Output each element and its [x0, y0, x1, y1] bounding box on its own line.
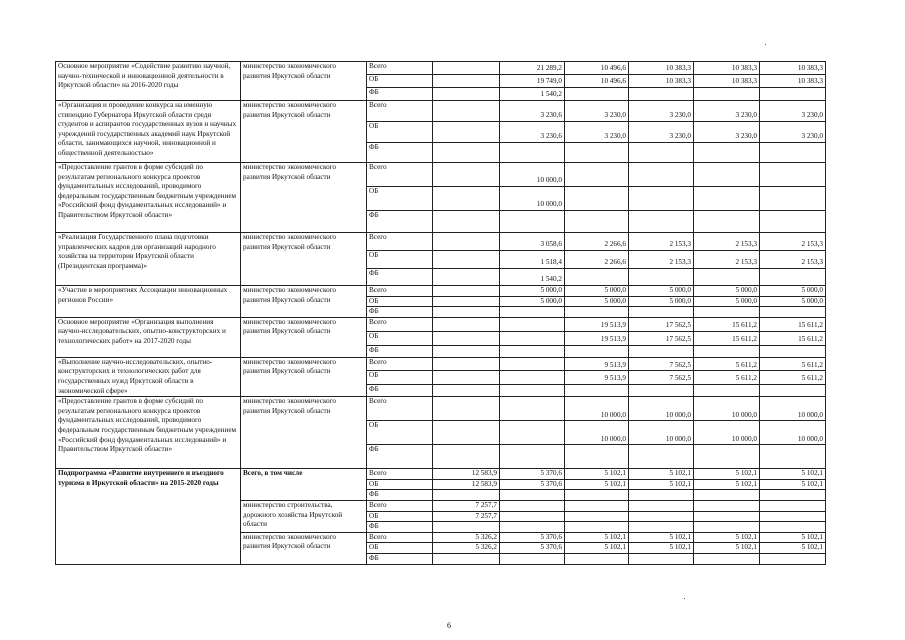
amount-cell: [433, 62, 500, 75]
amount-cell: 5 000,0: [694, 296, 760, 307]
amount-cell: [433, 233, 500, 251]
amount-cell: [629, 211, 694, 233]
funding-source-cell: Всего: [367, 233, 433, 251]
amount-cell: 10 383,3: [760, 75, 826, 88]
amount-cell: 5 102,1: [565, 479, 629, 490]
amount-cell: [565, 143, 629, 163]
activity-name-cell: Основное мероприятие «Содействие развитию научной, научно-технической и инновационной деятельности в Иркутской области» на 2016-2020 годы: [56, 62, 241, 101]
amount-cell: [565, 163, 629, 187]
amount-cell: 3 230,0: [760, 122, 826, 143]
amount-cell: [433, 211, 500, 233]
funding-source-cell: ОБ: [367, 479, 433, 490]
funding-source-cell: ФБ: [367, 345, 433, 357]
amount-cell: [500, 522, 565, 533]
amount-cell: 5 326,2: [433, 532, 500, 543]
amount-cell: [433, 101, 500, 122]
amount-cell: 10 000,0: [694, 397, 760, 421]
amount-cell: [629, 384, 694, 396]
executor-cell: министерство экономического развития Иркутской области: [241, 532, 367, 564]
amount-cell: [433, 357, 500, 370]
amount-cell: 7 257,7: [433, 500, 500, 511]
amount-cell: 10 496,6: [565, 62, 629, 75]
amount-cell: 5 000,0: [760, 286, 826, 297]
amount-cell: [565, 445, 629, 469]
amount-cell: 5 611,2: [694, 357, 760, 370]
amount-cell: 2 153,3: [760, 251, 826, 269]
amount-cell: [500, 511, 565, 522]
amount-cell: 17 562,5: [629, 317, 694, 331]
amount-cell: 10 000,0: [565, 421, 629, 445]
amount-cell: [500, 421, 565, 445]
amount-cell: [760, 500, 826, 511]
amount-cell: [760, 445, 826, 469]
executor-cell: министерство экономического развития Иркутской области: [241, 357, 367, 396]
amount-cell: 5 102,1: [629, 479, 694, 490]
amount-cell: [760, 187, 826, 211]
funding-source-cell: ОБ: [367, 122, 433, 143]
funding-source-cell: Всего: [367, 101, 433, 122]
amount-cell: 3 230,0: [694, 122, 760, 143]
funding-source-cell: ОБ: [367, 251, 433, 269]
table-row: [56, 163, 826, 187]
amount-cell: [565, 522, 629, 533]
amount-cell: [565, 384, 629, 396]
funding-source-cell: ФБ: [367, 143, 433, 163]
amount-cell: 5 000,0: [565, 286, 629, 297]
amount-cell: [500, 371, 565, 384]
table-row: [56, 233, 826, 251]
amount-cell: 7 562,5: [629, 371, 694, 384]
table-row: [56, 317, 826, 331]
amount-cell: [500, 143, 565, 163]
amount-cell: [694, 163, 760, 187]
funding-source-cell: ФБ: [367, 88, 433, 101]
activity-name-cell: Основное мероприятие «Организация выполнения научно-исследовательских, опытно-конструкторских и технологических работ» на 2017-2020 годы: [56, 317, 241, 357]
amount-cell: [565, 307, 629, 318]
funding-source-cell: ОБ: [367, 75, 433, 88]
amount-cell: 5 000,0: [565, 296, 629, 307]
amount-cell: 3 230,6: [500, 122, 565, 143]
amount-cell: 3 230,6: [500, 101, 565, 122]
amount-cell: 5 000,0: [500, 296, 565, 307]
amount-cell: [694, 445, 760, 469]
amount-cell: 1 540,2: [500, 269, 565, 286]
amount-cell: [629, 445, 694, 469]
amount-cell: 5 370,6: [500, 479, 565, 490]
amount-cell: 10 000,0: [500, 163, 565, 187]
table-row: [56, 286, 826, 297]
amount-cell: [433, 345, 500, 357]
activity-name-cell: «Организация и проведение конкурса на именную стипендию Губернатора Иркутской области среди студентов и аспирантов государственных вузов и научных учреждений государственных академий наук Иркутской области, занимающихся научной, инновационной и общественной деятельностью»: [56, 101, 241, 163]
amount-cell: 5 102,1: [694, 479, 760, 490]
amount-cell: 5 102,1: [629, 543, 694, 554]
amount-cell: [694, 143, 760, 163]
funding-source-cell: ФБ: [367, 307, 433, 318]
amount-cell: 5 102,1: [565, 543, 629, 554]
amount-cell: 10 000,0: [629, 397, 694, 421]
table-row: [56, 397, 826, 421]
amount-cell: 5 611,2: [694, 371, 760, 384]
amount-cell: 5 102,1: [760, 532, 826, 543]
funding-source-cell: ОБ: [367, 296, 433, 307]
amount-cell: 15 611,2: [760, 331, 826, 345]
amount-cell: 5 000,0: [694, 286, 760, 297]
amount-cell: [433, 397, 500, 421]
amount-cell: [760, 553, 826, 564]
amount-cell: [433, 384, 500, 396]
amount-cell: [433, 331, 500, 345]
amount-cell: 10 383,3: [694, 62, 760, 75]
amount-cell: 9 513,9: [565, 357, 629, 370]
amount-cell: 2 153,3: [694, 251, 760, 269]
amount-cell: 3 230,0: [565, 122, 629, 143]
amount-cell: [433, 75, 500, 88]
funding-source-cell: ФБ: [367, 445, 433, 469]
amount-cell: 15 611,2: [694, 331, 760, 345]
amount-cell: [694, 511, 760, 522]
amount-cell: [433, 522, 500, 533]
activity-name-cell: «Участие в мероприятиях Ассоциации инновационных регионов России»: [56, 286, 241, 318]
funding-source-cell: Всего: [367, 500, 433, 511]
amount-cell: 15 611,2: [694, 317, 760, 331]
executor-cell: министерство экономического развития Иркутской области: [241, 317, 367, 357]
amount-cell: [694, 307, 760, 318]
amount-cell: 5 102,1: [760, 543, 826, 554]
funding-source-cell: ОБ: [367, 543, 433, 554]
funding-source-cell: Всего: [367, 357, 433, 370]
amount-cell: 10 000,0: [760, 421, 826, 445]
scan-speck: [684, 598, 685, 599]
amount-cell: [500, 445, 565, 469]
amount-cell: [433, 445, 500, 469]
funding-source-cell: ФБ: [367, 490, 433, 501]
amount-cell: 5 370,6: [500, 469, 565, 480]
amount-cell: [433, 269, 500, 286]
activity-name-cell: «Реализация Государственного плана подготовки управленческих кадров для организаций народного хозяйства на территории Иркутской области (Президентская программа)»: [56, 233, 241, 286]
amount-cell: 3 058,6: [500, 233, 565, 251]
amount-cell: [433, 163, 500, 187]
funding-source-cell: Всего: [367, 62, 433, 75]
amount-cell: 5 102,1: [629, 532, 694, 543]
funding-source-cell: ФБ: [367, 269, 433, 286]
amount-cell: 5 000,0: [500, 286, 565, 297]
amount-cell: 5 000,0: [629, 296, 694, 307]
funding-source-cell: ФБ: [367, 553, 433, 564]
amount-cell: 5 000,0: [629, 286, 694, 297]
amount-cell: [694, 522, 760, 533]
amount-cell: [694, 269, 760, 286]
amount-cell: [500, 211, 565, 233]
amount-cell: [433, 421, 500, 445]
amount-cell: [433, 143, 500, 163]
funding-source-cell: ФБ: [367, 522, 433, 533]
amount-cell: [433, 553, 500, 564]
amount-cell: [629, 511, 694, 522]
amount-cell: 5 370,6: [500, 543, 565, 554]
funding-source-cell: ОБ: [367, 187, 433, 211]
executor-cell: министерство экономического развития Иркутской области: [241, 397, 367, 469]
amount-cell: 21 289,2: [500, 62, 565, 75]
table-row: [56, 101, 826, 122]
funding-source-cell: ОБ: [367, 421, 433, 445]
amount-cell: 10 383,3: [760, 62, 826, 75]
amount-cell: [500, 384, 565, 396]
amount-cell: [629, 307, 694, 318]
amount-cell: [565, 553, 629, 564]
amount-cell: 3 230,0: [629, 101, 694, 122]
amount-cell: 10 383,3: [694, 75, 760, 88]
amount-cell: 5 102,1: [694, 543, 760, 554]
amount-cell: 3 230,0: [760, 101, 826, 122]
activity-name-cell: «Выполнение научно-исследовательских, опытно-конструкторских и технологических работ для государственных нужд Иркутской области в экономической сфере»: [56, 357, 241, 396]
amount-cell: [760, 490, 826, 501]
amount-cell: [760, 163, 826, 187]
amount-cell: [565, 187, 629, 211]
executor-cell: министерство экономического развития Иркутской области: [241, 163, 367, 233]
amount-cell: [433, 122, 500, 143]
amount-cell: 5 326,2: [433, 543, 500, 554]
amount-cell: 7 257,7: [433, 511, 500, 522]
funding-source-cell: ОБ: [367, 331, 433, 345]
amount-cell: 5 102,1: [694, 532, 760, 543]
amount-cell: [629, 269, 694, 286]
amount-cell: 5 611,2: [760, 357, 826, 370]
amount-cell: [433, 286, 500, 297]
amount-cell: [694, 187, 760, 211]
amount-cell: [629, 522, 694, 533]
funding-source-cell: Всего: [367, 286, 433, 297]
table-row: [56, 357, 826, 370]
amount-cell: 10 000,0: [500, 187, 565, 211]
amount-cell: [565, 511, 629, 522]
amount-cell: [760, 307, 826, 318]
amount-cell: 1 518,4: [500, 251, 565, 269]
executor-cell: министерство экономического развития Иркутской области: [241, 233, 367, 286]
page-number: 6: [447, 621, 451, 630]
amount-cell: [694, 88, 760, 101]
scan-speck: [765, 44, 766, 45]
funding-source-cell: Всего: [367, 469, 433, 480]
activity-name-cell: «Предоставление грантов в форме субсидий по результатам регионального конкурса проектов фундаментальных исследований, проводимого федеральным государственным бюджетным учреждением «Российский фонд фундаментальных исследований» и Правительством Иркутской области»: [56, 397, 241, 469]
amount-cell: 2 266,6: [565, 233, 629, 251]
amount-cell: [565, 269, 629, 286]
table-body: [56, 62, 826, 565]
amount-cell: [760, 269, 826, 286]
funding-source-cell: ОБ: [367, 511, 433, 522]
amount-cell: [565, 500, 629, 511]
amount-cell: 2 153,3: [629, 233, 694, 251]
amount-cell: [565, 345, 629, 357]
amount-cell: [500, 553, 565, 564]
amount-cell: 10 383,3: [629, 62, 694, 75]
amount-cell: 2 153,3: [629, 251, 694, 269]
executor-cell: Всего, в том числе: [241, 469, 367, 501]
amount-cell: 10 000,0: [760, 397, 826, 421]
amount-cell: 5 102,1: [760, 469, 826, 480]
amount-cell: [565, 490, 629, 501]
amount-cell: [500, 357, 565, 370]
amount-cell: [629, 163, 694, 187]
table-row: [56, 62, 826, 75]
amount-cell: 2 153,3: [694, 233, 760, 251]
funding-source-cell: Всего: [367, 532, 433, 543]
amount-cell: [500, 331, 565, 345]
amount-cell: 10 000,0: [629, 421, 694, 445]
amount-cell: 17 562,5: [629, 331, 694, 345]
amount-cell: 10 000,0: [694, 421, 760, 445]
amount-cell: [694, 490, 760, 501]
amount-cell: 9 513,9: [565, 371, 629, 384]
amount-cell: 10 496,6: [565, 75, 629, 88]
amount-cell: [760, 384, 826, 396]
executor-cell: министерство экономического развития Иркутской области: [241, 62, 367, 101]
activity-name-cell: «Предоставление грантов в форме субсидий по результатам регионального конкурса проектов фундаментальных исследований, проводимого федеральным государственным бюджетным учреждением «Российский фонд фундаментальных исследований» и Правительством Иркутской области»: [56, 163, 241, 233]
amount-cell: [760, 345, 826, 357]
amount-cell: 5 102,1: [760, 479, 826, 490]
budget-table: [55, 61, 826, 565]
funding-source-cell: ФБ: [367, 384, 433, 396]
amount-cell: [760, 522, 826, 533]
amount-cell: [629, 88, 694, 101]
amount-cell: 5 102,1: [565, 469, 629, 480]
amount-cell: [565, 211, 629, 233]
amount-cell: 7 562,5: [629, 357, 694, 370]
amount-cell: 10 383,3: [629, 75, 694, 88]
amount-cell: [760, 143, 826, 163]
amount-cell: [500, 490, 565, 501]
amount-cell: 12 583,9: [433, 479, 500, 490]
funding-source-cell: ФБ: [367, 211, 433, 233]
amount-cell: [433, 296, 500, 307]
amount-cell: [433, 371, 500, 384]
funding-source-cell: Всего: [367, 163, 433, 187]
amount-cell: 5 102,1: [565, 532, 629, 543]
amount-cell: 19 513,9: [565, 317, 629, 331]
amount-cell: 5 370,6: [500, 532, 565, 543]
amount-cell: 10 000,0: [565, 397, 629, 421]
amount-cell: [629, 490, 694, 501]
amount-cell: [629, 143, 694, 163]
amount-cell: 15 611,2: [760, 317, 826, 331]
amount-cell: 5 102,1: [694, 469, 760, 480]
amount-cell: 5 000,0: [760, 296, 826, 307]
amount-cell: [565, 88, 629, 101]
amount-cell: [629, 553, 694, 564]
amount-cell: [433, 317, 500, 331]
amount-cell: [694, 500, 760, 511]
amount-cell: [760, 211, 826, 233]
amount-cell: [500, 397, 565, 421]
amount-cell: 3 230,0: [694, 101, 760, 122]
amount-cell: [500, 307, 565, 318]
amount-cell: [694, 553, 760, 564]
amount-cell: [760, 88, 826, 101]
amount-cell: [629, 187, 694, 211]
amount-cell: [629, 345, 694, 357]
amount-cell: 2 266,6: [565, 251, 629, 269]
funding-source-cell: ОБ: [367, 371, 433, 384]
amount-cell: [433, 187, 500, 211]
executor-cell: министерство экономического развития Иркутской области: [241, 101, 367, 163]
amount-cell: [433, 251, 500, 269]
amount-cell: 1 540,2: [500, 88, 565, 101]
amount-cell: [629, 500, 694, 511]
amount-cell: [760, 511, 826, 522]
amount-cell: [694, 384, 760, 396]
activity-name-cell: Подпрограмма «Развитие внутреннего и въездного туризма в Иркутской области» на 2015-2020 годы: [56, 469, 241, 564]
amount-cell: 12 583,9: [433, 469, 500, 480]
amount-cell: 5 102,1: [629, 469, 694, 480]
table-row: [56, 469, 826, 480]
amount-cell: 5 611,2: [760, 371, 826, 384]
amount-cell: 3 230,0: [565, 101, 629, 122]
amount-cell: 19 513,9: [565, 331, 629, 345]
executor-cell: министерство экономического развития Иркутской области: [241, 286, 367, 318]
amount-cell: [500, 500, 565, 511]
funding-source-cell: Всего: [367, 317, 433, 331]
amount-cell: [433, 490, 500, 501]
amount-cell: [433, 88, 500, 101]
amount-cell: 3 230,0: [629, 122, 694, 143]
amount-cell: 2 153,3: [760, 233, 826, 251]
amount-cell: [500, 317, 565, 331]
funding-source-cell: Всего: [367, 397, 433, 421]
executor-cell: министерство строительства, дорожного хозяйства Иркутской области: [241, 500, 367, 532]
amount-cell: [500, 345, 565, 357]
amount-cell: [694, 211, 760, 233]
amount-cell: [694, 345, 760, 357]
amount-cell: 19 749,0: [500, 75, 565, 88]
amount-cell: [433, 307, 500, 318]
